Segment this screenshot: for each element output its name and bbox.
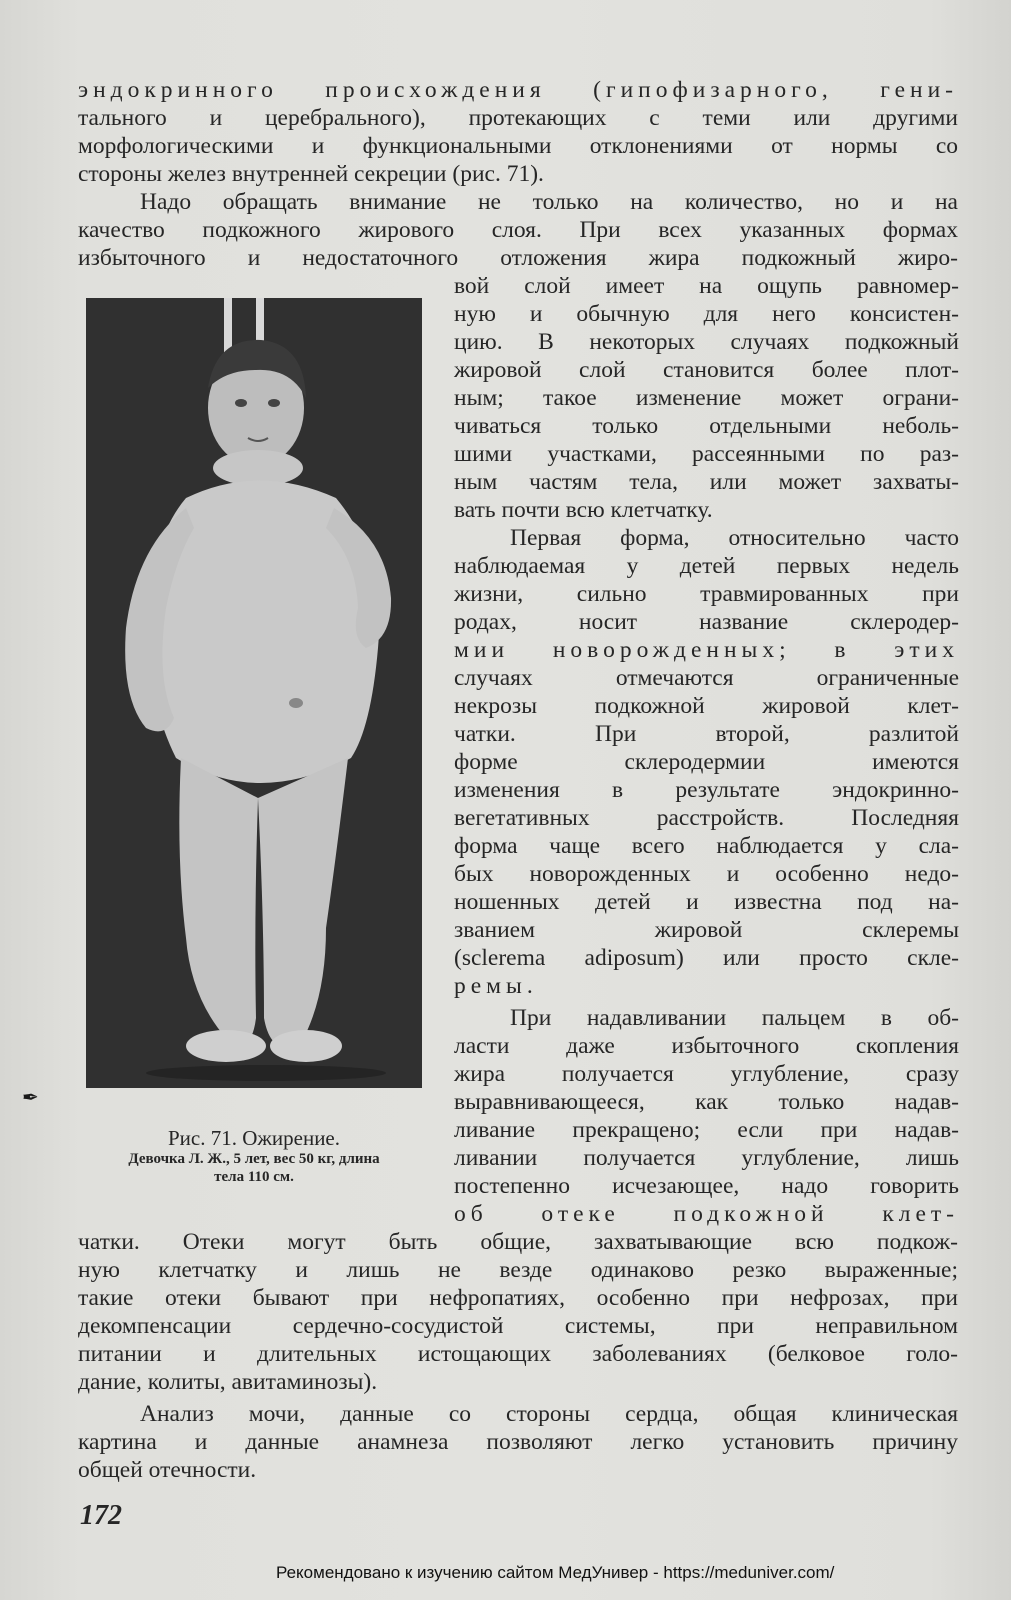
text-line: вегетативных расстройств. Последняя — [454, 805, 959, 831]
text-line: выравнивающееся, как только надав- — [454, 1089, 959, 1115]
text-line: цию. В некоторых случаях подкожный — [454, 329, 959, 355]
text-line: вать почти всю клетчатку. — [454, 497, 713, 523]
text-line: ливание прекращено; если при надав- — [454, 1117, 959, 1143]
text-line: общей отечности. — [78, 1457, 257, 1483]
text-line: чиваться только отдельными неболь- — [454, 413, 959, 439]
text-line: родах, носит название склеродер- — [454, 609, 959, 635]
text-line: декомпенсации сердечно-сосудистой системы, при неправильном — [78, 1313, 958, 1339]
text-line: ливании получается углубление, лишь — [454, 1145, 959, 1171]
text-line: форме склеродермии имеются — [454, 749, 959, 775]
text-line: постепенно исчезающее, надо говорить — [454, 1173, 959, 1199]
text-line: шими участками, рассеянными по раз- — [454, 441, 959, 467]
text-line: питании и длительных истощающих заболеваниях (белковое голо- — [78, 1341, 958, 1367]
text-line: жизни, сильно травмированных при — [454, 581, 959, 607]
text-line: ную и обычную для него консистен- — [454, 301, 959, 327]
text-line: ным; такое изменение может ограни- — [454, 385, 959, 411]
text-line: жировой слой становится более плот- — [454, 357, 959, 383]
figure-photo-obesity — [86, 298, 422, 1088]
text-line: званием жировой склеремы — [454, 917, 959, 943]
text-line: ремы. — [454, 973, 538, 999]
text-line: картина и данные анамнеза позволяют легко установить причину — [78, 1429, 958, 1455]
text-line: форма чаще всего наблюдается у сла- — [454, 833, 959, 859]
caption-line: тела 110 см. — [214, 1169, 294, 1185]
text-line: жира получается углубление, сразу — [454, 1061, 959, 1087]
text-line: (sclerema adiposum) или просто скле- — [454, 945, 959, 971]
text-line: избыточного и недостаточного отложения жира подкожный жиро- — [78, 245, 958, 271]
text-line: мии новорожденных; в этих — [454, 637, 959, 663]
text-line: ношенных детей и известна под на- — [454, 889, 959, 915]
text-line: вой слой имеет на ощупь равномер- — [454, 273, 959, 299]
text-line: бых новорожденных и особенно недо- — [454, 861, 959, 887]
text-line: чатки. При второй, разлитой — [454, 721, 959, 747]
text-line: Надо обращать внимание не только на количество, но и на — [140, 189, 958, 215]
text-line: ную клетчатку и лишь не везде одинаково резко выраженные; — [78, 1257, 958, 1283]
text-line: морфологическими и функциональными отклонениями от нормы со — [78, 133, 958, 159]
text-line: ласти даже избыточного скопления — [454, 1033, 959, 1059]
caption-line: Девочка Л. Ж., 5 лет, вес 50 кг, длина — [128, 1151, 380, 1167]
figure-caption-title: Рис. 71. Ожирение. — [167, 1126, 341, 1150]
figure-caption-description — [80, 1150, 428, 1186]
text-line: чатки. Отеки могут быть общие, захватывающие всю подкож- — [78, 1229, 958, 1255]
text-line: тального и церебрального), протекающих с теми или другими — [78, 105, 958, 131]
text-line: дание, колиты, авитаминозы). — [78, 1369, 378, 1395]
text-line: эндокринного происхождения (гипофизарного, гени- — [78, 77, 958, 103]
text-line: об отеке подкожной клет- — [454, 1201, 959, 1227]
text-line: стороны желез внутренней секреции (рис. 71). — [78, 161, 544, 187]
text-line: случаях отмечаются ограниченные — [454, 665, 959, 691]
text-line: наблюдаемая у детей первых недель — [454, 553, 959, 579]
text-line: такие отеки бывают при нефропатиях, особенно при нефрозах, при — [78, 1285, 958, 1311]
margin-mark-icon: ✒ — [22, 1087, 39, 1109]
footer-recommendation: Рекомендовано к изучению сайтом МедУнивер - https://meduniver.com/ — [276, 1563, 835, 1582]
text-line: При надавливании пальцем в об- — [510, 1005, 959, 1031]
photo-illustration — [86, 298, 422, 1088]
text-line: ным частям тела, или может захваты- — [454, 469, 959, 495]
text-line: качество подкожного жирового слоя. При всех указанных формах — [78, 217, 958, 243]
text-line: Первая форма, относительно часто — [510, 525, 959, 551]
text-line: Анализ мочи, данные со стороны сердца, общая клиническая — [140, 1401, 958, 1427]
text-line: некрозы подкожной жировой клет- — [454, 693, 959, 719]
page-number: 172 — [80, 1500, 122, 1531]
text-line: изменения в результате эндокринно- — [454, 777, 959, 803]
